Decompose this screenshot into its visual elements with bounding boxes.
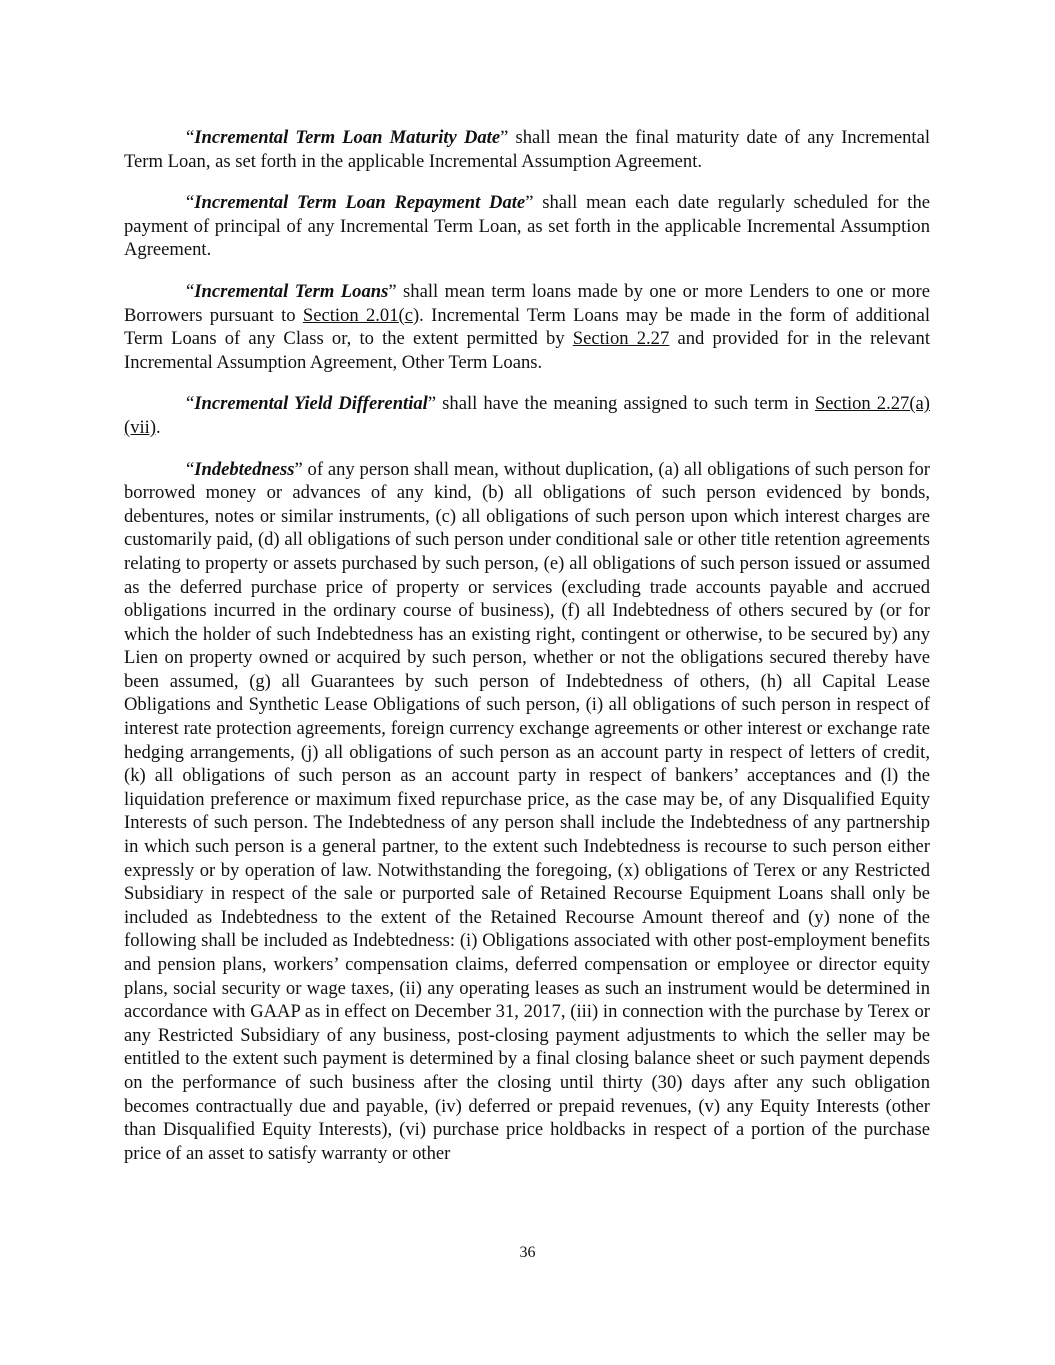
document-body	[124, 126, 930, 1183]
open-quote: “	[186, 393, 195, 415]
definition-incremental-term-loans	[124, 280, 930, 374]
defined-term: Incremental Term Loan Repayment Date	[194, 192, 526, 214]
page-number: 36	[519, 1244, 536, 1261]
definition-indebtedness	[124, 458, 930, 1166]
definition-text: . Incremental Term Loans may be made in the form of additional Term Loans of any Class or, to the extent permitted by	[124, 304, 930, 350]
open-quote: “	[186, 127, 195, 148]
definition-incremental-yield-differential	[124, 392, 930, 439]
defined-term: Incremental Yield Differential	[194, 393, 428, 415]
definition-text: ” shall have the meaning assigned to such term in	[427, 393, 815, 415]
definition-text: ” shall mean term loans made by one or more Lenders to one or more Borrowers pursuant to	[124, 280, 930, 326]
defined-term: Incremental Term Loan Maturity Date	[194, 127, 501, 148]
open-quote: “	[186, 192, 195, 214]
section-reference: Section 2.27	[572, 328, 670, 350]
definition-text: ” shall mean the final maturity date of any Incremental Term Loan, as set forth in the applicable Incremental Assumption Agreement.	[124, 127, 930, 172]
definition-text: .	[156, 416, 161, 438]
section-reference: Section 2.27(a)(vii)	[124, 393, 930, 438]
definition-text: and provided for in the relevant Incremental Assumption Agreement, Other Term Loans.	[124, 328, 930, 373]
definition-text: ” of any person shall mean, without duplication, (a) all obligations of such person for borrowed money or advances of any kind, (b) all obligations of such person evidenced by bonds, debentures, notes or similar instruments, (c) all obligations of such person upon which interest charges are customarily paid, (d) all obligations of such person under conditional sale or other title retention agreements relating to property or assets purchased by such person, (e) all obligations of such person issued or assumed as the deferred purchase price of property or services (excluding trade accounts payable and accrued obligations incurred in the ordinary course of business), (f) all Indebtedness of others secured by (or for which the holder of such Indebtedness has an existing right, contingent or otherwise, to be secured by) any Lien on property owned or acquired by such person, whether or not the obligations secured thereby have been assumed, (g) all Guarantees by such person of Indebtedness of others, (h) all Capital Lease Obligations and Synthetic Lease Obligations of such person, (i) all obligations of such person in respect of interest rate protection agreements, foreign currency exchange agreements or other interest or exchange rate hedging arrangements, (j) all obligations of such person as an account party in respect of letters of credit, (k) all obligations of such person as an account party in respect of bankers’ acceptances and (l) the liquidation preference or maximum fixed repurchase price, as the case may be, of any Disqualified Equity Interests of such person. The Indebtedness of any person shall include the Indebtedness of any partnership in which such person is a general partner, to the extent such Indebtedness is recourse to such person either expressly or by operation of law. Notwithstanding the foregoing, (x) obligations of Terex or any Restricted Subsidiary in respect of the sale or purported sale of Retained Recourse Equipment Loans shall only be included as Indebtedness to the extent of the Retained Recourse Amount thereof and (y) none of the following shall be included as Indebtedness: (i) Obligations associated with other post-employment benefits and pension plans, workers’ compensation claims, deferred compensation or employee or director equity plans, social security or wage taxes, (ii) any operating leases as such an instrument would be determined in accordance with GAAP as in effect on December 31, 2017, (iii) in connection with the purchase by Terex or any Restricted Subsidiary of any business, post-closing payment adjustments to which the seller may be entitled to the extent such payment is determined by a final closing balance sheet or such payment depends on the performance of such business after the closing until thirty (30) days after any such obligation becomes contractually due and payable, (iv) deferred or prepaid revenues, (v) any Equity Interests (other than Disqualified Equity Interests), (vi) purchase price holdbacks in respect of a portion of the purchase price of an asset to satisfy warranty or other	[124, 458, 930, 1164]
defined-term: Indebtedness	[194, 458, 295, 480]
section-reference: Section 2.01(c)	[302, 304, 420, 326]
defined-term: Incremental Term Loans	[194, 280, 389, 302]
open-quote: “	[186, 280, 195, 302]
definition-incremental-term-loan-maturity-date	[124, 126, 930, 173]
open-quote: “	[186, 458, 195, 480]
definition-text: ” shall mean each date regularly scheduled for the payment of principal of any Incremental Term Loan, as set forth in the applicable Incremental Assumption Agreement.	[124, 192, 931, 261]
definition-incremental-term-loan-repayment-date	[124, 191, 930, 262]
